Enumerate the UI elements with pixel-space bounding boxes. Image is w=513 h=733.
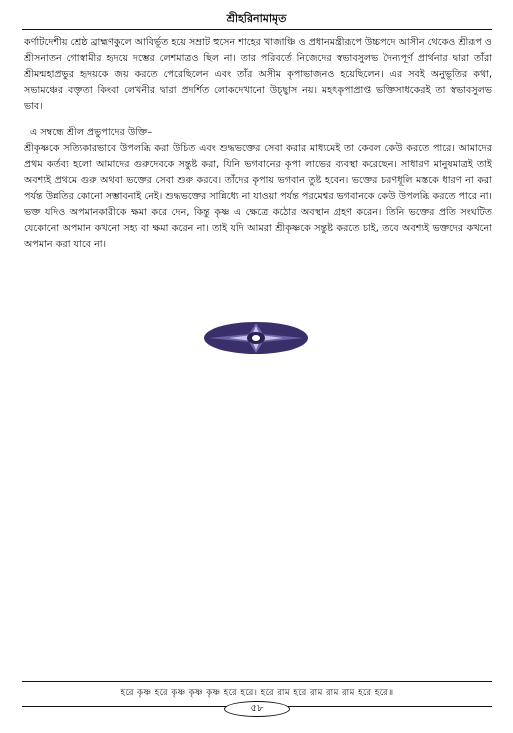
decorative-star-emblem-icon: [203, 321, 309, 355]
footer-chant: হরে কৃষ্ণ হরে কৃষ্ণ কৃষ্ণ কৃষ্ণ হরে হরে। হরে রাম হরে রাম রাম রাম হরে হরে॥: [120, 687, 394, 697]
quote-paragraph-1: শ্রীকৃষ্ণকে সত্যিকারভাবে উপলব্ধি করা উচিত এবং শুদ্ধভক্তের সেবা করার মাধ্যমেই তা কেবল কেউ করতে পারে। আমাদের প্রথম কর্তব্য হলো আমাদের গুরুদেবকে সন্তুষ্ট করা, যিনি ভগবানের কৃপা লাভের ব্যবস্থা করেছেন। সাধারণ মানুষমাত্রই তাই অবশ্যই প্রথমে গুরু অথবা ভক্তের সেবা শুরু করবে। তাঁদের কৃপায় ভগবান তুষ্ট হবেন। ভক্তের চরণধূলি মস্তকে ধারণ না করা পর্যন্ত উন্নতির কোনো সম্ভাবনাই নেই। শুদ্ধভক্তের সান্নিধ্যে না যাওয়া পর্যন্ত পরমেশ্বর ভগবানকে কেউ উপলব্ধি করতে পারে না।: [24, 143, 492, 202]
header-rule: [22, 29, 492, 30]
page-number: ৫৮: [224, 701, 290, 717]
quote-paragraph-2: ভক্ত যদিও অপমানকারীকে ক্ষমা করে দেন, কিন্তু কৃষ্ণ এ ক্ষেত্রে কঠোর অবস্থান গ্রহণ করেন। তিনি ভক্তের প্রতি সংঘটিত যেকোনো অপমান কখনো সহ্য বা ক্ষমা করেন না। তাই যদি আমরা শ্রীকৃষ্ণকে সন্তুষ্ট করতে চাই, তবে অবশ্যই ভক্তদের কখনো অপমান করা যাবে না।: [24, 207, 492, 250]
footer-rule-top: [22, 681, 492, 682]
section-heading: এ সম্বন্ধে শ্রীল প্রভুপাদের উক্তি–: [30, 127, 153, 138]
intro-paragraph: কর্ণাটদেশীয় শ্রেষ্ঠ ব্রাহ্মণকুলে আবির্ভূত হয়ে সম্রাট হুসেন শাহের খাজাঞ্চি ও প্রধানমন্ত্রীরূপে উচ্চপদে আসীন থেকেও শ্রীরূপ ও শ্রীসনাতন গোস্বামীর হৃদয়ে দম্ভের লেশমাত্রও ছিল না। তার পরিবর্তে নিজেদের স্বভাবসুলভ দৈন্যপূর্ণ প্রার্থনার দ্বারা তাঁরা শ্রীমন্মহাপ্রভুর হৃদয়কে জয় করতে পেরেছিলেন এবং তাঁর অসীম কৃপাভাজনও হয়েছিলেন। এর সবই অনুভূতির কথা, সভামঞ্চের বক্তৃতা কিংবা লেখনীর দ্বারা প্রদর্শিত লোকদেখানো উচ্ছ্বাস নয়। মহৎকৃপাপ্রাপ্ত ভক্তিসাধকেরই তা স্বভাবসুলভ ভাব।: [24, 37, 492, 112]
page-header-title: শ্রীহরিনামামৃত: [226, 12, 287, 25]
body-text: [24, 35, 492, 253]
